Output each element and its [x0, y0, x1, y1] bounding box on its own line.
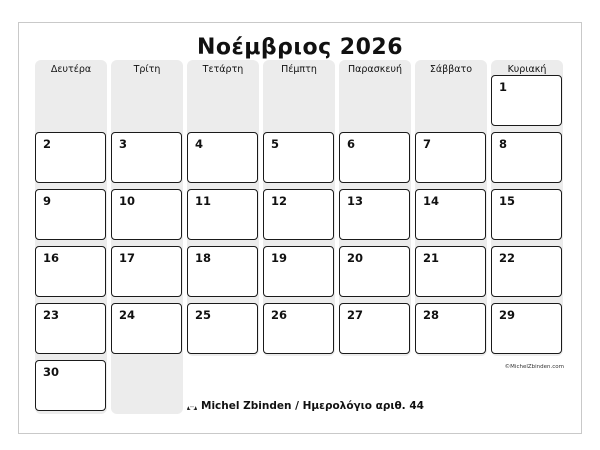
day-cell[interactable] — [111, 132, 182, 183]
footer — [186, 400, 424, 412]
day-cell[interactable] — [415, 246, 486, 297]
day-number: 2 — [43, 137, 52, 151]
day-cell[interactable] — [263, 246, 334, 297]
day-cell[interactable] — [415, 189, 486, 240]
day-cell[interactable] — [491, 132, 562, 183]
day-number: 19 — [271, 251, 288, 265]
day-cell[interactable] — [263, 303, 334, 354]
day-number: 20 — [347, 251, 364, 265]
weekday-header: Κυριακή — [507, 64, 547, 75]
weekday-header: Τετάρτη — [202, 64, 244, 75]
day-number: 8 — [499, 137, 508, 151]
day-cell[interactable] — [111, 303, 182, 354]
day-number: 24 — [119, 308, 136, 322]
day-cell[interactable] — [263, 189, 334, 240]
day-cell[interactable] — [187, 246, 258, 297]
day-number: 10 — [119, 194, 136, 208]
day-cell[interactable] — [111, 189, 182, 240]
day-number: 16 — [43, 251, 60, 265]
day-cell[interactable] — [263, 132, 334, 183]
copyright-text: ©MichelZbinden.com — [504, 364, 564, 370]
day-cell[interactable] — [339, 303, 410, 354]
day-number: 9 — [43, 194, 52, 208]
day-cell[interactable] — [35, 132, 106, 183]
day-cell[interactable] — [491, 75, 562, 126]
day-number: 15 — [499, 194, 516, 208]
weekday-header: Δευτέρα — [50, 64, 92, 75]
day-number: 14 — [423, 194, 440, 208]
day-number: 22 — [499, 251, 516, 265]
day-cell[interactable] — [339, 246, 410, 297]
day-cell[interactable] — [415, 303, 486, 354]
day-number: 21 — [423, 251, 440, 265]
weekday-header: Σάββατο — [429, 64, 473, 75]
day-cell[interactable] — [339, 132, 410, 183]
day-number: 18 — [195, 251, 212, 265]
day-number: 11 — [195, 194, 212, 208]
weekday-header: Τρίτη — [133, 64, 161, 75]
day-number: 1 — [499, 80, 508, 94]
day-number: 7 — [423, 137, 432, 151]
day-number: 17 — [119, 251, 136, 265]
day-cell[interactable] — [491, 189, 562, 240]
weekday-header: Παρασκευή — [348, 64, 402, 75]
day-number: 25 — [195, 308, 212, 322]
day-cell[interactable] — [187, 189, 258, 240]
day-number: 13 — [347, 194, 364, 208]
day-cell[interactable] — [491, 303, 562, 354]
day-cell[interactable] — [35, 246, 106, 297]
day-number: 26 — [271, 308, 288, 322]
day-number: 3 — [119, 137, 128, 151]
weekday-header: Πέμπτη — [281, 64, 317, 75]
day-cell[interactable] — [187, 303, 258, 354]
day-number: 12 — [271, 194, 288, 208]
day-cell[interactable] — [339, 189, 410, 240]
day-number: 4 — [195, 137, 204, 151]
day-number: 6 — [347, 137, 356, 151]
calendar-title: Νοέμβριος 2026 — [196, 35, 404, 60]
day-number: 28 — [423, 308, 440, 322]
day-cell[interactable] — [35, 303, 106, 354]
day-cell[interactable] — [491, 246, 562, 297]
day-number: 27 — [347, 308, 364, 322]
day-cell[interactable] — [35, 360, 106, 411]
day-number: 30 — [43, 365, 60, 379]
day-number: 5 — [271, 137, 280, 151]
day-cell[interactable] — [111, 246, 182, 297]
day-cell[interactable] — [415, 132, 486, 183]
day-cell[interactable] — [187, 132, 258, 183]
day-number: 29 — [499, 308, 516, 322]
smiley-face-icon — [186, 401, 198, 411]
footer-author: Michel Zbinden / Ημερολόγιο αριθ. 44 — [201, 400, 424, 412]
day-cell[interactable] — [35, 189, 106, 240]
day-number: 23 — [43, 308, 60, 322]
